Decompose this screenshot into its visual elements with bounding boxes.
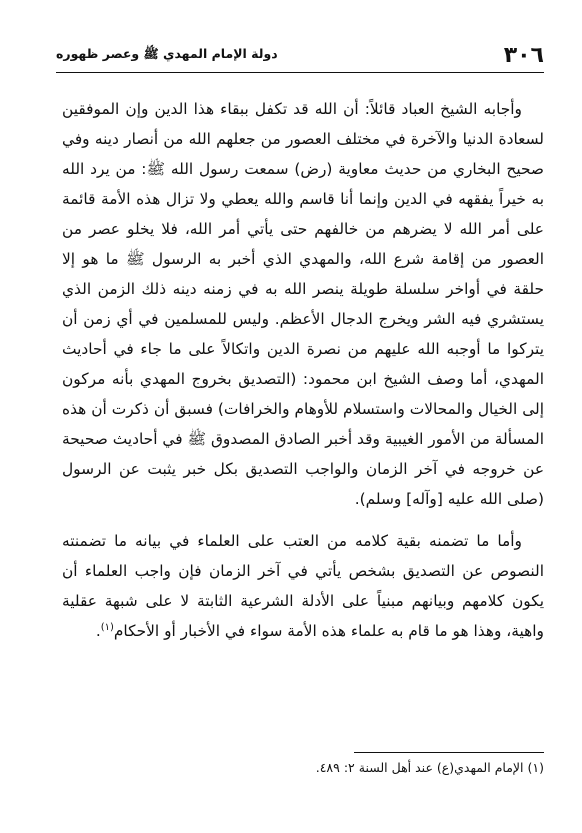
paragraph-2 (62, 526, 544, 646)
footnote: (١) الإمام المهدي(ع) عند أهل السنة ٢: ٤٨٩. (315, 760, 544, 775)
running-title: دولة الإمام المهدي ﷺ وعصر ظهوره (56, 45, 278, 61)
body-text (62, 94, 544, 646)
paragraph-2-end: . (95, 622, 101, 640)
page-header (56, 40, 544, 70)
header-divider (56, 72, 544, 73)
paragraph-1: وأجابه الشيخ العباد قائلاً: أن الله قد تكفل ببقاء هذا الدين وإن الموفقين لسعادة الدنيا والآخرة في مختلف العصور من جعلهم الله من أنصار دينه وفي صحيح البخاري من حديث معاوية (رض) سمعت رسول الله ﷺ: من يرد الله به خيراً يفقهه في الدين وإنما أنا قاسم والله يعطي ولا تزال هذه الأمة قائمة على أمر الله لا يضرهم من خالفهم حتى يأتي أمر الله، فلا يخلو عصر من العصور من إقامة شرع الله، والمهدي الذي أخبر به الرسول ﷺ ما هو إلا حلقة في أواخر سلسلة طويلة ينصر الله به في زمنه دينه ذلك الزمن الذي يستشري فيه الشر ويخرج الدجال الأعظم. وليس للمسلمين في أي زمن أن يتركوا ما أوجبه الله عليهم من نصرة الدين واتكالاً على ما جاء في أحاديث المهدي، أما وصف الشيخ ابن محمود: (التصديق بخروج المهدي بأنه مركون إلى الخيال والمحالات واستسلام للأوهام والخرافات) فسبق أن ذكرت أن هذه المسألة من الأمور الغيبية وقد أخبر الصادق المصدوق ﷺ في أحاديث صحيحة عن خروجه في آخر الزمان والواجب التصديق بكل خبر يثبت عن الرسول (صلى الله عليه [وآله] وسلم). (62, 100, 544, 508)
footnote-divider (354, 752, 544, 753)
paragraph-2-text: وأما ما تضمنه بقية كلامه من العتب على العلماء في بيانه ما تضمنته النصوص عن التصديق بشخص يأتي في آخر الزمان فإن واجب العلماء أن يكون كلامهم وبيانهم مبنياً على الأدلة الشرعية الثابتة لا على شبهة عقلية واهية، وهذا هو ما قام به علماء هذه الأمة سواء في الأخبار أو الأحكام (62, 532, 544, 640)
page-number: ٣٠٦ (503, 42, 544, 68)
footnote-marker[interactable]: (١) (100, 621, 114, 633)
